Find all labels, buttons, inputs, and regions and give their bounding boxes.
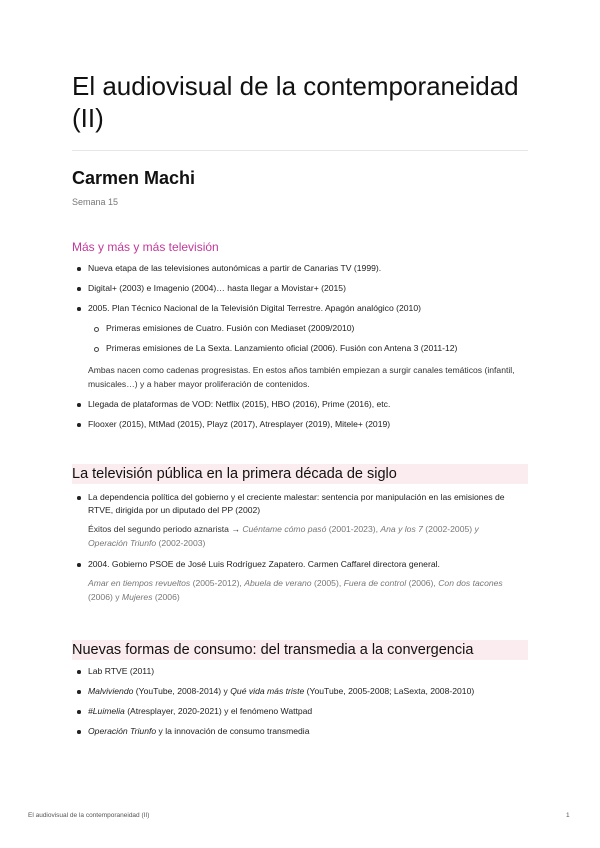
title-ana-y-los-7: Ana y los 7: [380, 524, 423, 534]
page-title: El audiovisual de la contemporaneidad (II): [72, 71, 519, 133]
section1-list: [72, 262, 528, 355]
title-abuela: Abuela de verano: [244, 578, 312, 588]
year-text: (2001-2023),: [328, 524, 378, 534]
title-con-dos-tacones: Con dos tacones: [438, 578, 503, 588]
list-item: 2005. Plan Técnico Nacional de la Televisión Digital Terrestre. Apagón analógico (2010): [72, 302, 528, 315]
list-item: Flooxer (2015), MtMad (2015), Playz (2017), Atresplayer (2019), Mitele+ (2019): [72, 418, 528, 431]
list-item: [72, 725, 528, 738]
year-text: (2006) y: [88, 592, 120, 602]
title-malviviendo: Malviviendo: [88, 686, 134, 696]
author-name: Carmen Machi: [72, 168, 196, 188]
title-divider: [72, 150, 528, 151]
year-text: (2002-2005): [425, 524, 473, 534]
section2-list: [72, 491, 528, 517]
item-text: (Atresplayer, 2020-2021) y el fenómeno Wattpad: [127, 706, 313, 716]
page-number: 1: [566, 812, 570, 819]
section-heading-public-tv: La televisión pública en la primera década de siglo: [72, 464, 528, 484]
list-item: Lab RTVE (2011): [72, 665, 528, 678]
list-item: [72, 685, 528, 698]
list-item: 2004. Gobierno PSOE de José Luis Rodríguez Zapatero. Carmen Caffarel directora general.: [72, 558, 528, 571]
week-label: Semana 15: [72, 197, 119, 207]
year-text: (2006): [154, 592, 180, 602]
title-mujeres: Mujeres: [121, 592, 153, 602]
title-operacion-triunfo: Operación Triunfo: [88, 726, 157, 736]
section1-paragraph: Ambas nacen como cadenas progresistas. En estos años también empiezan a surgir canales temáticos (infantil, musicales…) y a haber mayor proliferación de contenidos.: [88, 365, 515, 389]
series-paragraph: [88, 576, 518, 604]
exitos-paragraph: [88, 522, 518, 550]
year-text: (2002-2003): [158, 538, 206, 548]
year-text: (2006),: [408, 578, 436, 588]
item-text: (YouTube, 2008-2014) y: [135, 686, 228, 696]
item-text: y la innovación de consumo transmedia: [158, 726, 310, 736]
list-item: Llegada de plataformas de VOD: Netflix (2015), HBO (2016), Prime (2016), etc.: [72, 398, 528, 411]
footer-title: El audiovisual de la contemporaneidad (II): [28, 812, 150, 819]
title-operacion-triunfo: Operación Triunfo: [88, 538, 157, 548]
section-heading-consumo: Nuevas formas de consumo: del transmedia a la convergencia: [72, 640, 528, 660]
list-subitem: Primeras emisiones de Cuatro. Fusión con Mediaset (2009/2010): [72, 322, 528, 335]
list-item: Nueva etapa de las televisiones autonómicas a partir de Canarias TV (1999).: [72, 262, 528, 275]
title-amar: Amar en tiempos revueltos: [88, 578, 191, 588]
title-cuentame: Cuéntame cómo pasó: [242, 524, 327, 534]
year-text: (2005-2012),: [192, 578, 242, 588]
section1-list-2: [72, 398, 528, 431]
title-que-vida-mas-triste: Qué vida más triste: [230, 686, 305, 696]
list-item: La dependencia política del gobierno y el creciente malestar: sentencia por manipulación en las emisiones de RTVE, dirigida por un diputado del PP (2002): [72, 491, 528, 517]
list-item: [72, 705, 528, 718]
title-luimelia: #Luimelia: [88, 706, 125, 716]
exitos-label: Éxitos del segundo periodo aznarista →: [88, 524, 240, 534]
year-text: (2005),: [313, 578, 342, 588]
connector-text: y: [474, 524, 479, 534]
section2-list-2: [72, 558, 528, 571]
title-fuera-de-control: Fuera de control: [343, 578, 407, 588]
section-heading-tv: Más y más y más televisión: [72, 240, 219, 254]
list-subitem: Primeras emisiones de La Sexta. Lanzamiento oficial (2006). Fusión con Antena 3 (2011-12): [72, 342, 528, 355]
section3-list: [72, 665, 528, 738]
list-item: Digital+ (2003) e Imagenio (2004)… hasta llegar a Movistar+ (2015): [72, 282, 528, 295]
item-text: (YouTube, 2005-2008; LaSexta, 2008-2010): [306, 686, 475, 696]
